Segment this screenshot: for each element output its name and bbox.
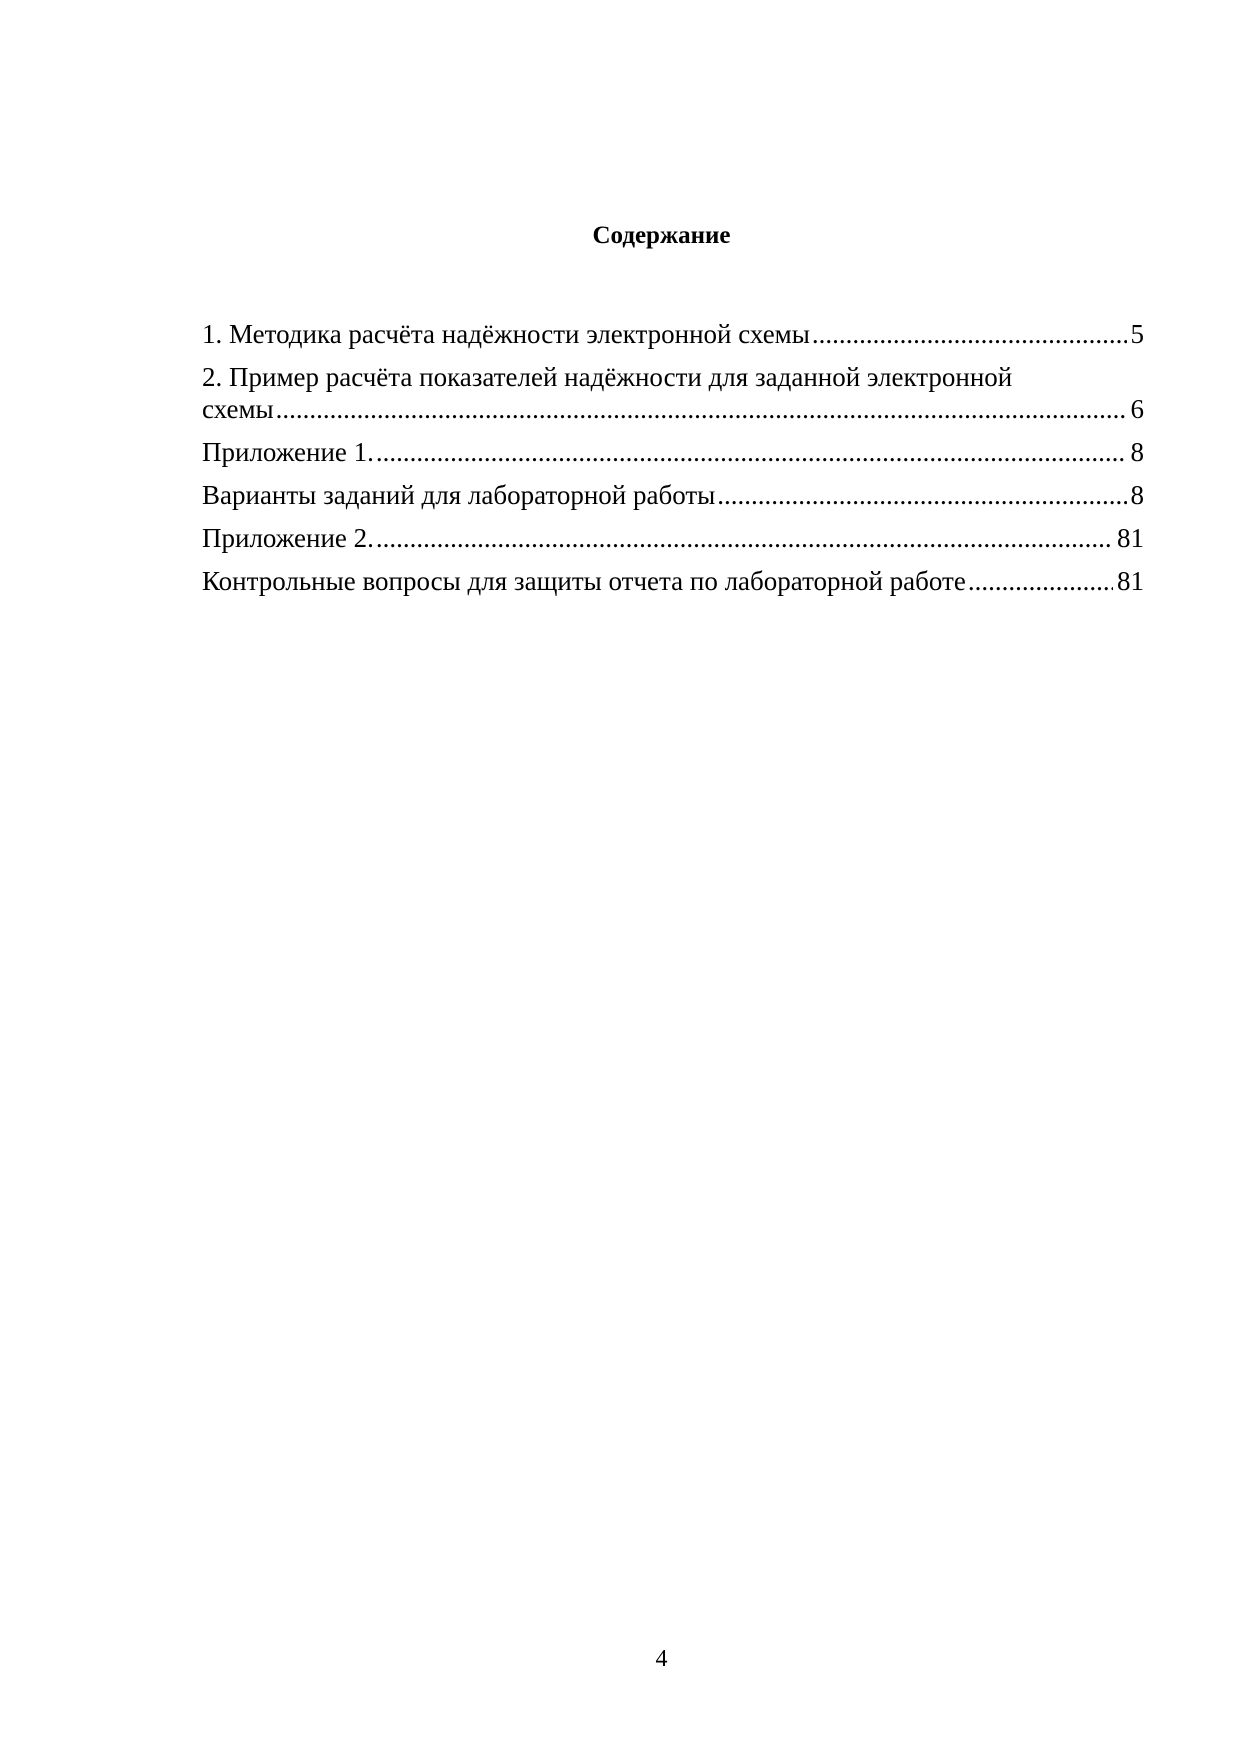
toc-entry-1[interactable] bbox=[202, 318, 1144, 350]
toc-entry-page: 5 bbox=[1130, 319, 1144, 349]
toc-line bbox=[202, 565, 1144, 597]
toc-entry-5[interactable] bbox=[202, 522, 1144, 554]
toc-entry-text: Контрольные вопросы для защиты отчета по лабораторной работе bbox=[202, 566, 966, 596]
dot-leader bbox=[376, 522, 1113, 554]
toc-entry-text: 1. Методика расчёта надёжности электронной схемы bbox=[202, 319, 810, 349]
dot-leader bbox=[812, 318, 1127, 350]
page-title: Содержание bbox=[592, 222, 731, 249]
toc-entry-3[interactable] bbox=[202, 436, 1144, 468]
toc-entry-6[interactable] bbox=[202, 565, 1144, 597]
toc-entry-text: Приложение 1. bbox=[202, 437, 374, 467]
toc-entry-text-line1: 2. Пример расчёта показателей надёжности для заданной электронной bbox=[202, 362, 1013, 392]
toc-line bbox=[202, 436, 1144, 468]
toc-entry-2[interactable] bbox=[202, 361, 1144, 425]
toc-entry-4[interactable] bbox=[202, 479, 1144, 511]
dot-leader bbox=[717, 479, 1126, 511]
toc-entry-page: 81 bbox=[1117, 566, 1144, 596]
toc-line bbox=[202, 393, 1144, 425]
table-of-contents bbox=[202, 318, 1144, 608]
toc-entry-page: 6 bbox=[1130, 394, 1144, 424]
toc-line bbox=[202, 479, 1144, 511]
toc-line bbox=[202, 318, 1144, 350]
page-number: 4 bbox=[655, 1646, 668, 1672]
toc-entry-page: 8 bbox=[1130, 437, 1144, 467]
toc-entry-text-line2: схемы bbox=[202, 394, 274, 424]
toc-entry-text: Варианты заданий для лабораторной работы bbox=[202, 480, 716, 510]
toc-entry-page: 81 bbox=[1117, 523, 1144, 553]
toc-line bbox=[202, 522, 1144, 554]
dot-leader bbox=[276, 393, 1127, 425]
dot-leader bbox=[968, 565, 1113, 597]
dot-leader bbox=[376, 436, 1127, 468]
toc-entry-text: Приложение 2. bbox=[202, 523, 374, 553]
toc-entry-page: 8 bbox=[1130, 480, 1144, 510]
